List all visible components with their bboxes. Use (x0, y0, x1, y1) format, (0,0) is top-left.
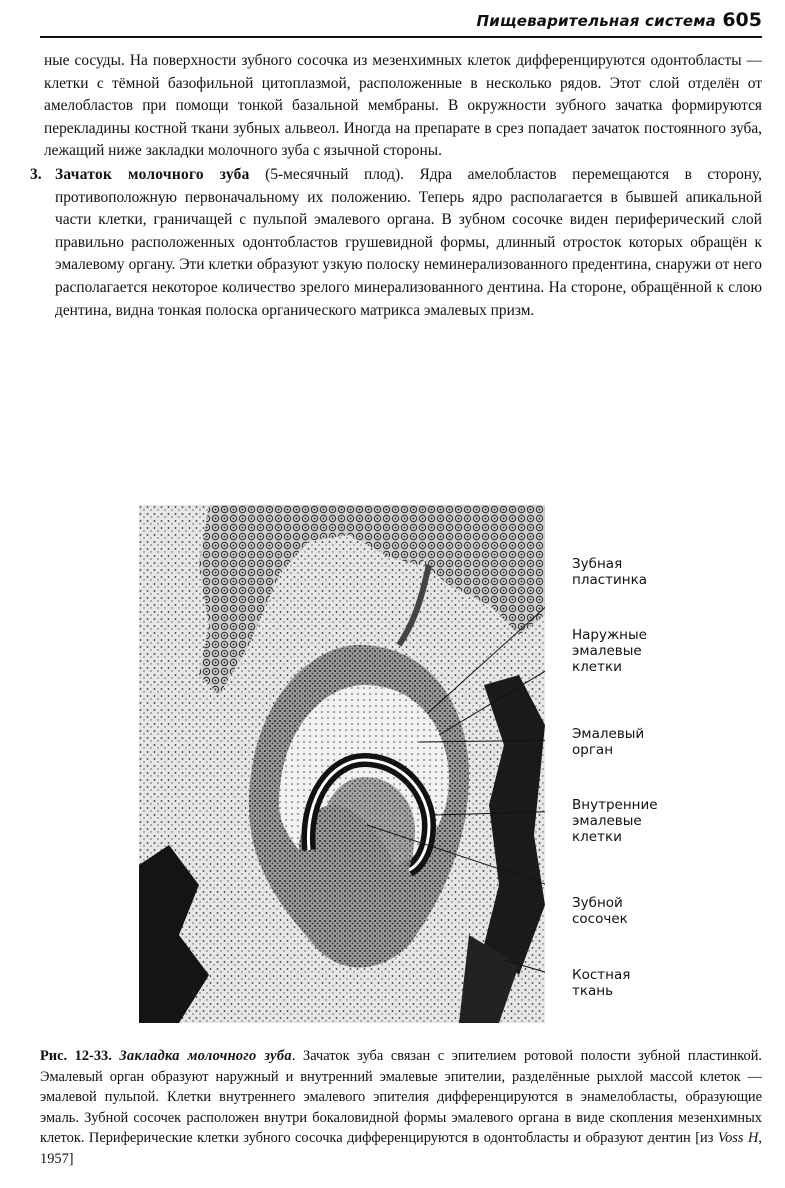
body-text (30, 50, 762, 322)
list-item-number: 3. (30, 165, 42, 183)
figure-title: Закладка молочного зуба (119, 1048, 292, 1064)
histology-micrograph (139, 505, 545, 1023)
label-line: Эмалевый (572, 726, 645, 742)
caption-source-author: Voss H (717, 1130, 759, 1147)
label-line: клетки (572, 829, 622, 845)
section-title: Пищеварительная система (476, 12, 716, 30)
label-line: орган (572, 742, 614, 758)
caption-text: . Зачаток зуба связан с эпителием ротовой полости зубной пластинкой. Эмалевый орган образуют наружный и внутренний эмалевые эпителии, разделённые рыхлой массой клеток — эмалевой пульпой. Клетки внутреннего эмалевого эпителия дифференцируются в энамелобласты, образующие эмаль. Зубной сосочек расположен внутри бокаловидной формы эмалевого органа в виде скопления мезенхимных клеток. Периферические клетки зубного сосочка дифференцируются в одонтобласты и образуют дентин [из (40, 1048, 762, 1147)
label-line: клетки (572, 659, 622, 675)
label-line: Внутренние (572, 797, 658, 813)
label-inner-enamel-cells (572, 797, 772, 845)
running-header (40, 6, 762, 38)
label-dental-papilla (572, 895, 772, 927)
label-line: сосочек (572, 911, 628, 927)
label-outer-enamel-cells (572, 627, 772, 675)
paragraph-continued: ные сосуды. На поверхности зубного сосочка из мезенхимных клеток дифференцируются одонтобласты — клетки с тёмной базофильной цитоплазмой, расположенные в несколько рядов. Этот слой отделён от амелобластов при помощи тонкой базальной мембраны. В окружности зубного зачатка формируются перекладины костной ткани зубных альвеол. Иногда на препарате в срез попадает зачаток постоянного зуба, лежащий ниже закладки молочного зуба с язычной стороны. (44, 52, 762, 160)
label-line: Наружные (572, 627, 647, 643)
label-line: Зубной (572, 895, 623, 911)
label-line: пластинка (572, 572, 648, 588)
label-dental-lamina (572, 556, 772, 588)
label-line: эмалевые (572, 813, 642, 829)
label-line: Зубная (572, 556, 623, 572)
page-number: 605 (722, 9, 762, 31)
figure-caption (40, 1046, 762, 1170)
caption-source-year: , 1957] (40, 1130, 762, 1167)
label-line: ткань (572, 983, 614, 999)
list-item-text: (5-месячный плод). Ядра амелобластов перемещаются в сторону, противоположную первоначальному их положению. Теперь ядро располагается в бывшей апикальной части клетки, граничащей с пульпой эмалевого органа. В зубном сосочке виден периферический слой правильно расположенных одонтобластов грушевидной формы, длинный отросток которых обращён к эмалевому органу. Эти клетки образуют узкую полоску неминерализованного предентина, снаружи от него располагается некоторое количество зрелого минерализованного дентина. На стороне, обращённой к слою дентина, видна тонкая полоска органического матрикса эмалевых призм. (55, 165, 762, 319)
label-bone-tissue (572, 967, 772, 999)
list-item-term: Зачаток молочного зуба (55, 165, 250, 183)
figure-number: Рис. 12-33. (40, 1048, 112, 1064)
label-line: Костная (572, 967, 631, 983)
label-line: эмалевые (572, 643, 642, 659)
list-item-3 (30, 164, 762, 322)
label-enamel-organ (572, 726, 772, 758)
